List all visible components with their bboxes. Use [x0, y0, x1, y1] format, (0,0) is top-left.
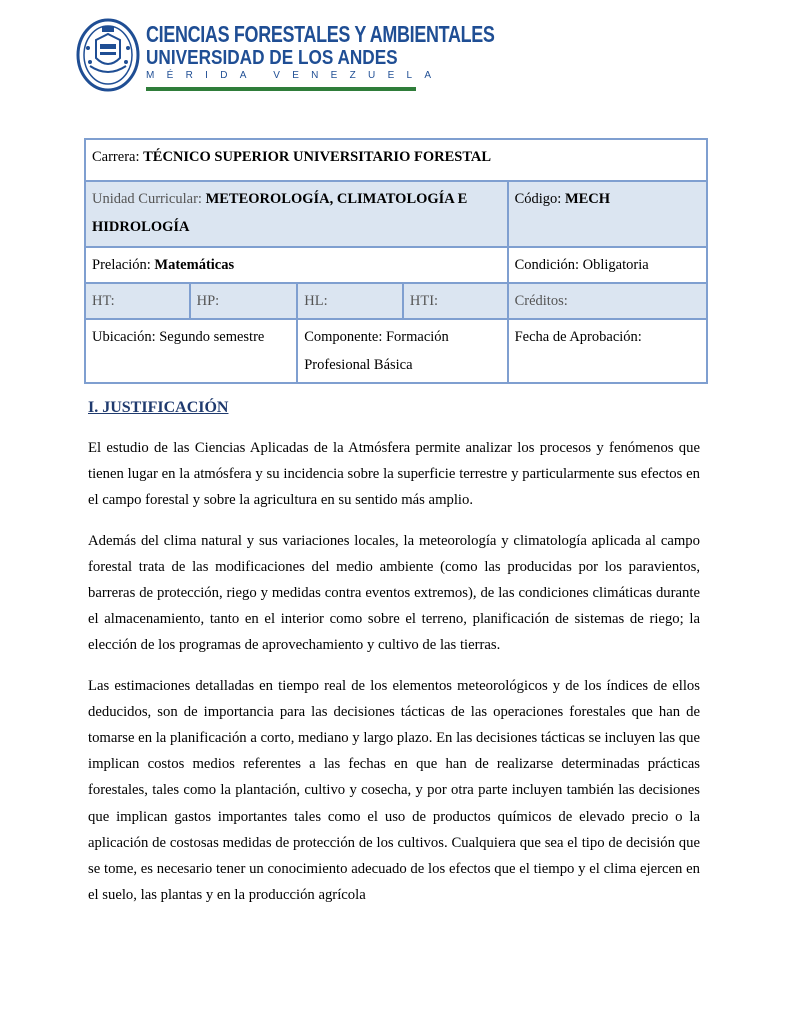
- cell-ubicacion: Ubicación: Segundo semestre: [85, 319, 297, 383]
- location-name: MÉRIDA VENEZUELA: [146, 70, 444, 81]
- paragraph: Las estimaciones detalladas en tiempo real de los elementos meteorológicos y de los índices de ellos deducidos, son de importancia para las decisiones tácticas de las operaciones forestales que han de tomarse en la planificación a corto, mediano y largo plazo. En las decisiones tácticas se incluyen las que implican costos medios referentes a las fechas en que han de realizarse determinadas prácticas forestales, tales como la plantación, cultivo y cosecha, y por otra parte incluyen también las decisiones que implican gastos importantes tales como el uso de productos químicos de elevado precio o la aplicación de costosas medidas de protección de los cultivos. Cualquiera que sea el tipo de decisión que se tome, es necesario tener un conocimiento adecuado de los efectos que el tiempo y el clima ejercen en el suelo, las plantas y en la producción agrícola: [88, 677, 700, 904]
- paragraph: El estudio de las Ciencias Aplicadas de la Atmósfera permite analizar los procesos y fenómenos que tienen lugar en la atmósfera y su incidencia sobre la superficie terrestre y particularmente sus efectos en el campo forestal y sobre la agricultura en su sentido más amplio.: [88, 440, 700, 509]
- paragraph: Además del clima natural y sus variaciones locales, la meteorología y climatología aplicada al campo forestal trata de las modificaciones del medio ambiente (como las producidas por los paravientos, barreras de protección, riego y medidas contra eventos extremos), de las condiciones climáticas durante el almacenamiento, tanto en el interior como sobre el terreno, planificación de sistemas de riego; la elección de los programas de aprovechamiento y cultivo de las tierras.: [88, 532, 700, 654]
- prelacion-value: Matemáticas: [154, 257, 235, 273]
- cell-creditos: Créditos:: [508, 283, 707, 319]
- header-rule: [146, 87, 416, 91]
- cell-hti: HTI:: [403, 283, 508, 319]
- codigo-label: Código:: [514, 191, 562, 207]
- cell-ht: HT:: [85, 283, 190, 319]
- faculty-name: CIENCIAS FORESTALES Y AMBIENTALES: [146, 21, 495, 47]
- unidad-label: Unidad Curricular:: [92, 191, 202, 207]
- cell-codigo: [508, 181, 707, 247]
- row-hours: [85, 283, 707, 319]
- codigo-value: MECH: [564, 191, 611, 207]
- course-info-table: [84, 138, 708, 384]
- brand-block: [146, 21, 495, 83]
- cell-prelacion: [85, 247, 508, 283]
- university-seal-logo: [76, 18, 140, 92]
- carrera-value: TÉCNICO SUPERIOR UNIVERSITARIO FORESTAL: [143, 149, 492, 165]
- row-ubicacion: [85, 319, 707, 383]
- cell-unidad: [85, 181, 508, 247]
- cell-hp: HP:: [190, 283, 298, 319]
- cell-condicion: [508, 247, 707, 283]
- prelacion-label: Prelación:: [92, 257, 151, 273]
- row-unidad: [85, 181, 707, 247]
- cell-componente: Componente: Formación Profesional Básica: [297, 319, 507, 383]
- section-title: I. JUSTIFICACIÓN: [88, 399, 229, 416]
- page-header: [76, 18, 495, 98]
- carrera-label: Carrera:: [92, 149, 140, 165]
- cell-fecha: Fecha de Aprobación:: [508, 319, 707, 383]
- row-carrera: [85, 139, 707, 181]
- university-name: UNIVERSIDAD DE LOS ANDES: [146, 47, 398, 69]
- row-prelacion: [85, 247, 707, 283]
- unidad-value: METEOROLOGÍA, CLIMATOLOGÍA E HIDROLOGÍA: [92, 191, 468, 235]
- condicion-value: Obligatoria: [582, 257, 649, 273]
- condicion-label: Condición:: [514, 257, 580, 273]
- cell-carrera: [85, 139, 707, 181]
- cell-hl: HL:: [297, 283, 403, 319]
- section-body: [88, 435, 700, 922]
